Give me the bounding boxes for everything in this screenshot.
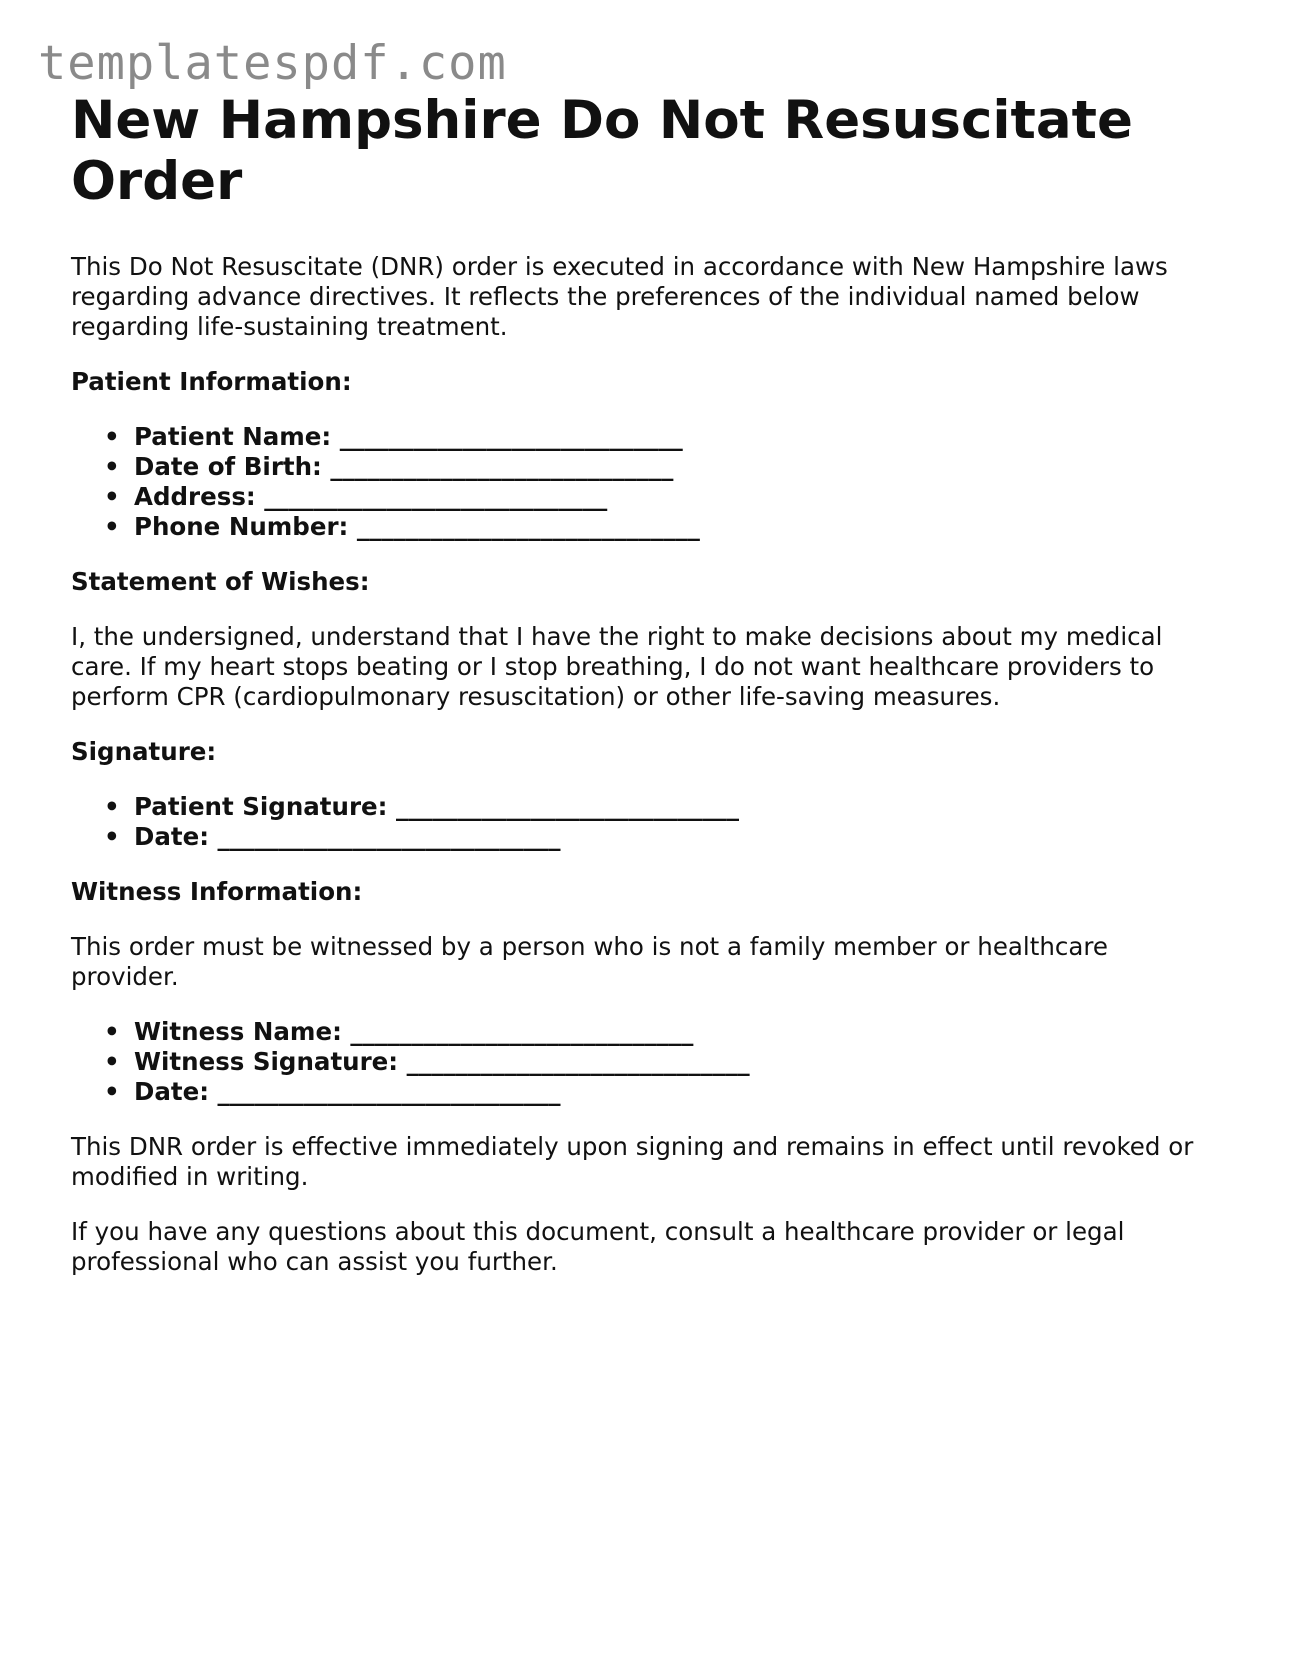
witness-info-text: This order must be witnessed by a person who is not a family member or healthcare provider.: [71, 932, 1108, 991]
document-page: [71, 90, 1221, 1277]
patient-info-heading: Patient Information:: [71, 367, 352, 396]
date-of-birth-field: • Date of Birth: ____________________________: [71, 452, 1221, 482]
statement-of-wishes-text: I, the undersigned, understand that I have the right to make decisions about my medical care. If my heart stops beating or I stop breathing, I do not want healthcare providers to perform CPR (cardiopulmonary resuscitation) or other life-saving measures.: [71, 622, 1163, 711]
patient-info-list: [71, 422, 1221, 542]
witness-name-field: • Witness Name: ____________________________: [71, 1017, 1221, 1047]
document-title: New Hampshire Do Not Resuscitate Order: [71, 90, 1133, 212]
effective-paragraph: This DNR order is effective immediately upon signing and remains in effect until revoked or modified in writing.: [71, 1132, 1194, 1191]
questions-paragraph: If you have any questions about this document, consult a healthcare provider or legal professional who can assist you further.: [71, 1217, 1125, 1276]
statement-of-wishes-heading: Statement of Wishes:: [71, 567, 370, 596]
intro-paragraph: This Do Not Resuscitate (DNR) order is executed in accordance with New Hampshire laws regarding advance directives. It reflects the preferences of the individual named below regarding life-sustaining treatment.: [71, 252, 1168, 341]
phone-number-field: • Phone Number: ____________________________: [71, 512, 1221, 542]
patient-name-field: • Patient Name: ____________________________: [71, 422, 1221, 452]
signature-list: [71, 792, 1221, 852]
witness-info-heading: Witness Information:: [71, 877, 363, 906]
watermark: templatespdf.com: [38, 36, 507, 91]
address-field: • Address: ____________________________: [71, 482, 1221, 512]
witness-list: [71, 1017, 1221, 1107]
signature-heading: Signature:: [71, 737, 217, 766]
signature-date-field: • Date: ____________________________: [71, 822, 1221, 852]
witness-date-field: • Date: ____________________________: [71, 1077, 1221, 1107]
witness-signature-field: • Witness Signature: ____________________________: [71, 1047, 1221, 1077]
patient-signature-field: • Patient Signature: ____________________________: [71, 792, 1221, 822]
